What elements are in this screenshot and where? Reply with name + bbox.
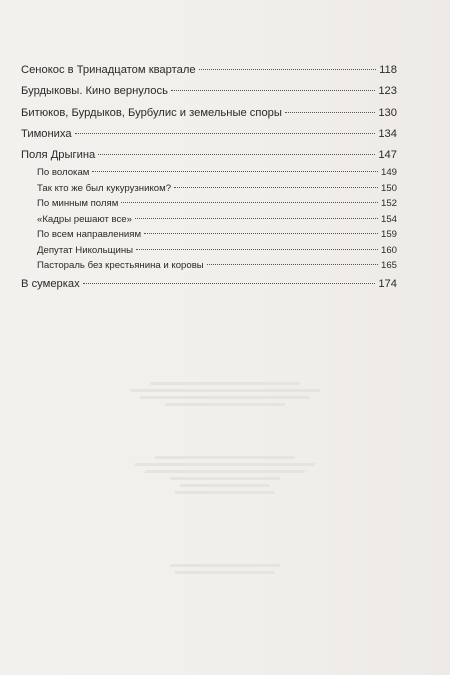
toc-page-number: 118 xyxy=(379,64,397,76)
toc-entry[interactable] xyxy=(21,60,397,80)
toc-subentry-title: Пастораль без крестьянина и коровы xyxy=(37,260,204,271)
toc-entry-title: В сумерках xyxy=(21,277,80,290)
toc-leader-dots xyxy=(285,112,375,113)
toc-leader-dots xyxy=(121,202,378,203)
toc-page-number: 149 xyxy=(380,167,397,178)
toc-entry-title: Поля Дрыгина xyxy=(21,149,96,161)
toc-entry[interactable] xyxy=(21,124,397,144)
toc-entry[interactable] xyxy=(21,81,397,101)
toc-entry[interactable] xyxy=(21,274,397,294)
toc-entry-title: Битюков, Бурдыков, Бурбулис и земельные споры xyxy=(21,107,282,119)
toc-page-number: 152 xyxy=(380,198,397,209)
toc-leader-dots xyxy=(98,154,375,155)
toc-leader-dots xyxy=(136,249,378,250)
toc-page-number: 123 xyxy=(378,85,397,97)
bleed-through-block-1 xyxy=(120,378,330,410)
toc-page-number: 150 xyxy=(380,182,397,194)
toc-entry-section[interactable] xyxy=(21,145,397,165)
toc-leader-dots xyxy=(92,171,378,172)
toc-page-number: 130 xyxy=(378,107,397,119)
toc-subentry[interactable] xyxy=(21,227,397,243)
toc-page-number: 147 xyxy=(378,149,397,161)
table-of-contents xyxy=(21,60,397,294)
toc-page-number: 134 xyxy=(378,128,397,140)
toc-page-number: 165 xyxy=(380,260,397,271)
toc-entry-title: Тимониха xyxy=(21,128,72,140)
toc-subentry[interactable] xyxy=(21,181,397,197)
toc-entry[interactable] xyxy=(21,103,397,123)
toc-leader-dots xyxy=(135,218,378,219)
toc-leader-dots xyxy=(171,90,375,91)
toc-leader-dots xyxy=(83,283,376,284)
toc-subentry-title: Депутат Никольщины xyxy=(37,244,134,256)
toc-leader-dots xyxy=(174,187,378,188)
bleed-through-block-2 xyxy=(120,452,330,498)
toc-leader-dots xyxy=(75,133,376,134)
toc-subentry[interactable] xyxy=(21,258,397,274)
bleed-through-block-3 xyxy=(120,560,330,578)
toc-page-number: 159 xyxy=(380,229,397,240)
toc-page-number: 154 xyxy=(380,213,397,225)
toc-subentry[interactable] xyxy=(21,243,397,259)
toc-subentry-title: По всем направлениям xyxy=(37,229,142,240)
toc-leader-dots xyxy=(144,233,378,234)
toc-page-number: 174 xyxy=(378,277,397,290)
toc-subentry[interactable] xyxy=(21,165,397,181)
toc-subentry-title: «Кадры решают все» xyxy=(37,213,132,225)
toc-entry-title: Сенокос в Тринадцатом квартале xyxy=(21,64,196,76)
toc-entry-title: Бурдыковы. Кино вернулось xyxy=(21,85,168,97)
toc-page-number: 160 xyxy=(380,244,397,256)
toc-subentry-title: По волокам xyxy=(37,167,90,178)
toc-subentry-title: По минным полям xyxy=(37,198,119,209)
toc-subentry-title: Так кто же был кукурузником? xyxy=(37,182,172,194)
toc-leader-dots xyxy=(199,69,377,70)
toc-leader-dots xyxy=(207,264,378,265)
toc-subentry[interactable] xyxy=(21,212,397,228)
toc-subentry[interactable] xyxy=(21,196,397,212)
